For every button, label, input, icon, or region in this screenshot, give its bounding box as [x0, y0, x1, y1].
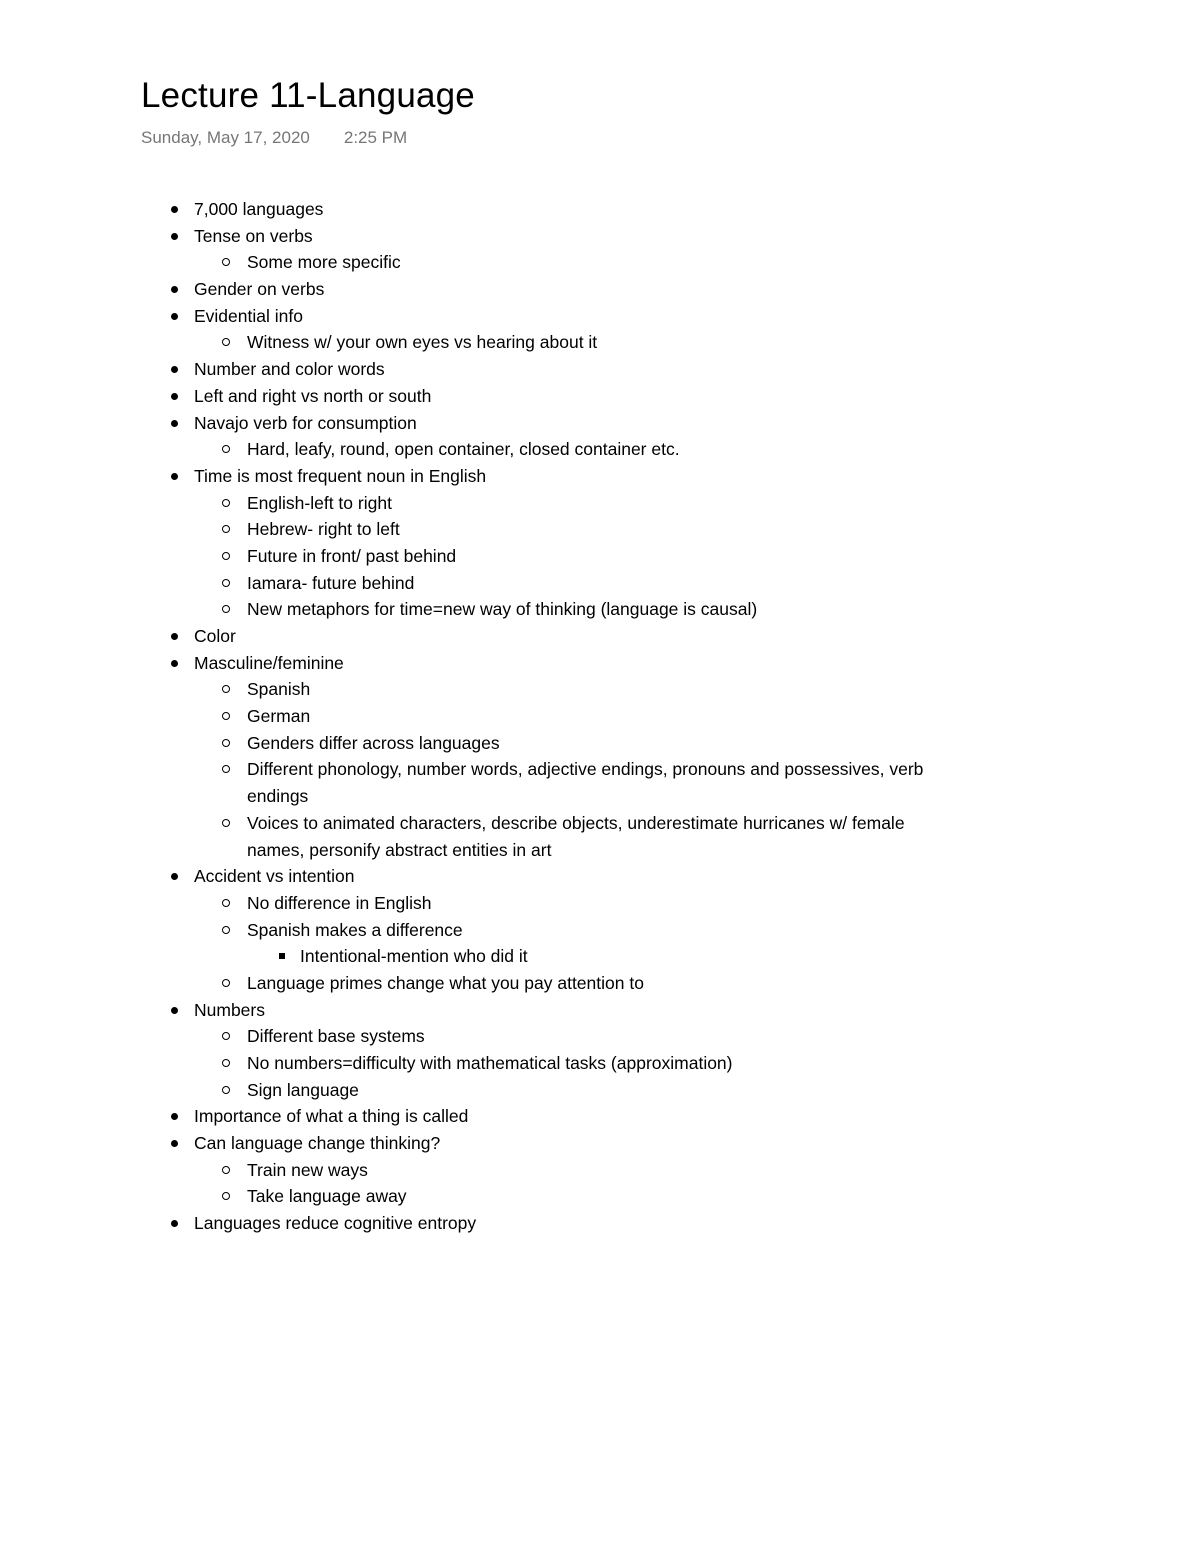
list-item-level-2: [0, 730, 1200, 757]
list-item-level-2: [0, 1157, 1200, 1184]
bullet-circle-icon: [222, 552, 230, 560]
list-item-text: Voices to animated characters, describe objects, underestimate hurricanes w/ female: [247, 812, 905, 833]
bullet-disc-icon: [171, 1140, 178, 1147]
bullet-circle-icon: [222, 899, 230, 907]
note-outline: [0, 196, 1200, 1237]
list-item-text: Time is most frequent noun in English: [194, 465, 487, 486]
list-item-text: Witness w/ your own eyes vs hearing about it: [247, 332, 598, 353]
list-item-text: Navajo verb for consumption: [194, 412, 417, 433]
list-item-level-2: [0, 703, 1200, 730]
list-item-level-1: [0, 196, 1200, 223]
note-time: 2:25 PM: [343, 128, 408, 147]
list-item-level-1: [0, 1210, 1200, 1237]
list-item-text: New metaphors for time=new way of thinking (language is causal): [247, 599, 758, 620]
bullet-circle-icon: [222, 525, 230, 533]
list-item-text: endings: [247, 786, 309, 807]
bullet-circle-icon: [222, 819, 230, 827]
list-item-level-1: [0, 383, 1200, 410]
bullet-circle-icon: [222, 1166, 230, 1174]
list-item-level-2: [0, 596, 1200, 623]
list-item-text: Tense on verbs: [194, 225, 313, 246]
list-item-text: Accident vs intention: [194, 866, 355, 887]
bullet-disc-icon: [171, 633, 178, 640]
list-item-text: Can language change thinking?: [194, 1133, 441, 1154]
list-item-text: Some more specific: [247, 252, 401, 273]
list-item-level-2: [0, 1077, 1200, 1104]
list-item-text: names, personify abstract entities in art: [247, 839, 552, 860]
list-item-text: Sign language: [247, 1079, 359, 1100]
note-timestamp: [141, 127, 407, 149]
bullet-disc-icon: [171, 233, 178, 240]
list-item-text: Importance of what a thing is called: [194, 1106, 469, 1127]
bullet-circle-icon: [222, 605, 230, 613]
list-item-level-2: [0, 676, 1200, 703]
list-item-continuation: [0, 783, 1200, 810]
bullet-disc-icon: [171, 473, 178, 480]
page-title: Lecture 11-Language: [141, 76, 475, 115]
list-item-level-1: [0, 650, 1200, 677]
bullet-circle-icon: [222, 258, 230, 266]
list-item-level-2: [0, 756, 1200, 783]
list-item-level-2: [0, 1050, 1200, 1077]
bullet-circle-icon: [222, 579, 230, 587]
list-item-text: Numbers: [194, 999, 265, 1020]
list-item-text: 7,000 languages: [194, 199, 324, 219]
bullet-circle-icon: [222, 445, 230, 453]
list-item-text: Spanish: [247, 679, 311, 700]
list-item-level-2: [0, 490, 1200, 517]
list-item-text: German: [247, 706, 311, 727]
list-item-level-1: [0, 410, 1200, 437]
list-item-text: Intentional-mention who did it: [300, 946, 528, 967]
list-item-text: Language primes change what you pay attention to: [247, 972, 644, 993]
bullet-disc-icon: [171, 313, 178, 320]
bullet-square-icon: [279, 953, 285, 959]
list-item-level-2: [0, 436, 1200, 463]
list-item-level-1: [0, 1130, 1200, 1157]
list-item-level-2: [0, 917, 1200, 944]
bullet-disc-icon: [171, 873, 178, 880]
list-item-text: Number and color words: [194, 359, 385, 380]
list-item-text: Hebrew- right to left: [247, 519, 400, 540]
list-item-text: No difference in English: [247, 892, 432, 913]
bullet-disc-icon: [171, 420, 178, 427]
list-item-text: Different base systems: [247, 1026, 425, 1047]
list-item-level-2: [0, 1183, 1200, 1210]
bullet-circle-icon: [222, 1086, 230, 1094]
bullet-disc-icon: [171, 366, 178, 373]
list-item-level-3: [0, 943, 1200, 970]
bullet-disc-icon: [171, 393, 178, 400]
list-item-level-1: [0, 863, 1200, 890]
list-item-text: Take language away: [247, 1186, 407, 1207]
list-item-continuation: [0, 837, 1200, 864]
list-item-level-1: [0, 997, 1200, 1024]
list-item-text: Train new ways: [247, 1159, 368, 1180]
bullet-circle-icon: [222, 685, 230, 693]
bullet-circle-icon: [222, 739, 230, 747]
list-item-text: Left and right vs north or south: [194, 385, 432, 406]
bullet-disc-icon: [171, 660, 178, 667]
list-item-text: Evidential info: [194, 305, 303, 326]
bullet-circle-icon: [222, 765, 230, 773]
bullet-disc-icon: [171, 1007, 178, 1014]
list-item-level-1: [0, 223, 1200, 250]
list-item-text: Future in front/ past behind: [247, 545, 457, 566]
bullet-circle-icon: [222, 712, 230, 720]
bullet-circle-icon: [222, 1059, 230, 1067]
list-item-level-2: [0, 890, 1200, 917]
bullet-circle-icon: [222, 338, 230, 346]
list-item-level-1: [0, 463, 1200, 490]
list-item-text: Genders differ across languages: [247, 732, 500, 753]
list-item-level-2: [0, 570, 1200, 597]
list-item-level-2: [0, 329, 1200, 356]
list-item-text: Iamara- future behind: [247, 572, 415, 593]
list-item-text: Spanish makes a difference: [247, 919, 463, 940]
list-item-text: Hard, leafy, round, open container, closed container etc.: [247, 439, 680, 460]
bullet-disc-icon: [171, 1220, 178, 1227]
bullet-circle-icon: [222, 1032, 230, 1040]
list-item-text: Different phonology, number words, adjective endings, pronouns and possessives, verb: [247, 759, 924, 780]
bullet-disc-icon: [171, 286, 178, 293]
list-item-level-1: [0, 1103, 1200, 1130]
list-item-level-2: [0, 970, 1200, 997]
bullet-circle-icon: [222, 499, 230, 507]
list-item-level-2: [0, 249, 1200, 276]
list-item-level-2: [0, 516, 1200, 543]
list-item-text: Languages reduce cognitive entropy: [194, 1213, 477, 1234]
list-item-text: English-left to right: [247, 492, 392, 513]
note-date: Sunday, May 17, 2020: [141, 128, 310, 147]
list-item-level-1: [0, 356, 1200, 383]
bullet-disc-icon: [171, 1113, 178, 1120]
bullet-disc-icon: [171, 206, 178, 213]
list-item-text: Masculine/feminine: [194, 652, 344, 673]
list-item-level-2: [0, 1023, 1200, 1050]
list-item-level-1: [0, 276, 1200, 303]
list-item-level-2: [0, 543, 1200, 570]
list-item-level-2: [0, 810, 1200, 837]
list-item-text: Gender on verbs: [194, 279, 325, 300]
list-item-text: No numbers=difficulty with mathematical tasks (approximation): [247, 1053, 733, 1073]
list-item-text: Color: [194, 626, 236, 646]
bullet-circle-icon: [222, 979, 230, 987]
bullet-circle-icon: [222, 1192, 230, 1200]
list-item-level-1: [0, 623, 1200, 650]
list-item-level-1: [0, 303, 1200, 330]
bullet-circle-icon: [222, 926, 230, 934]
